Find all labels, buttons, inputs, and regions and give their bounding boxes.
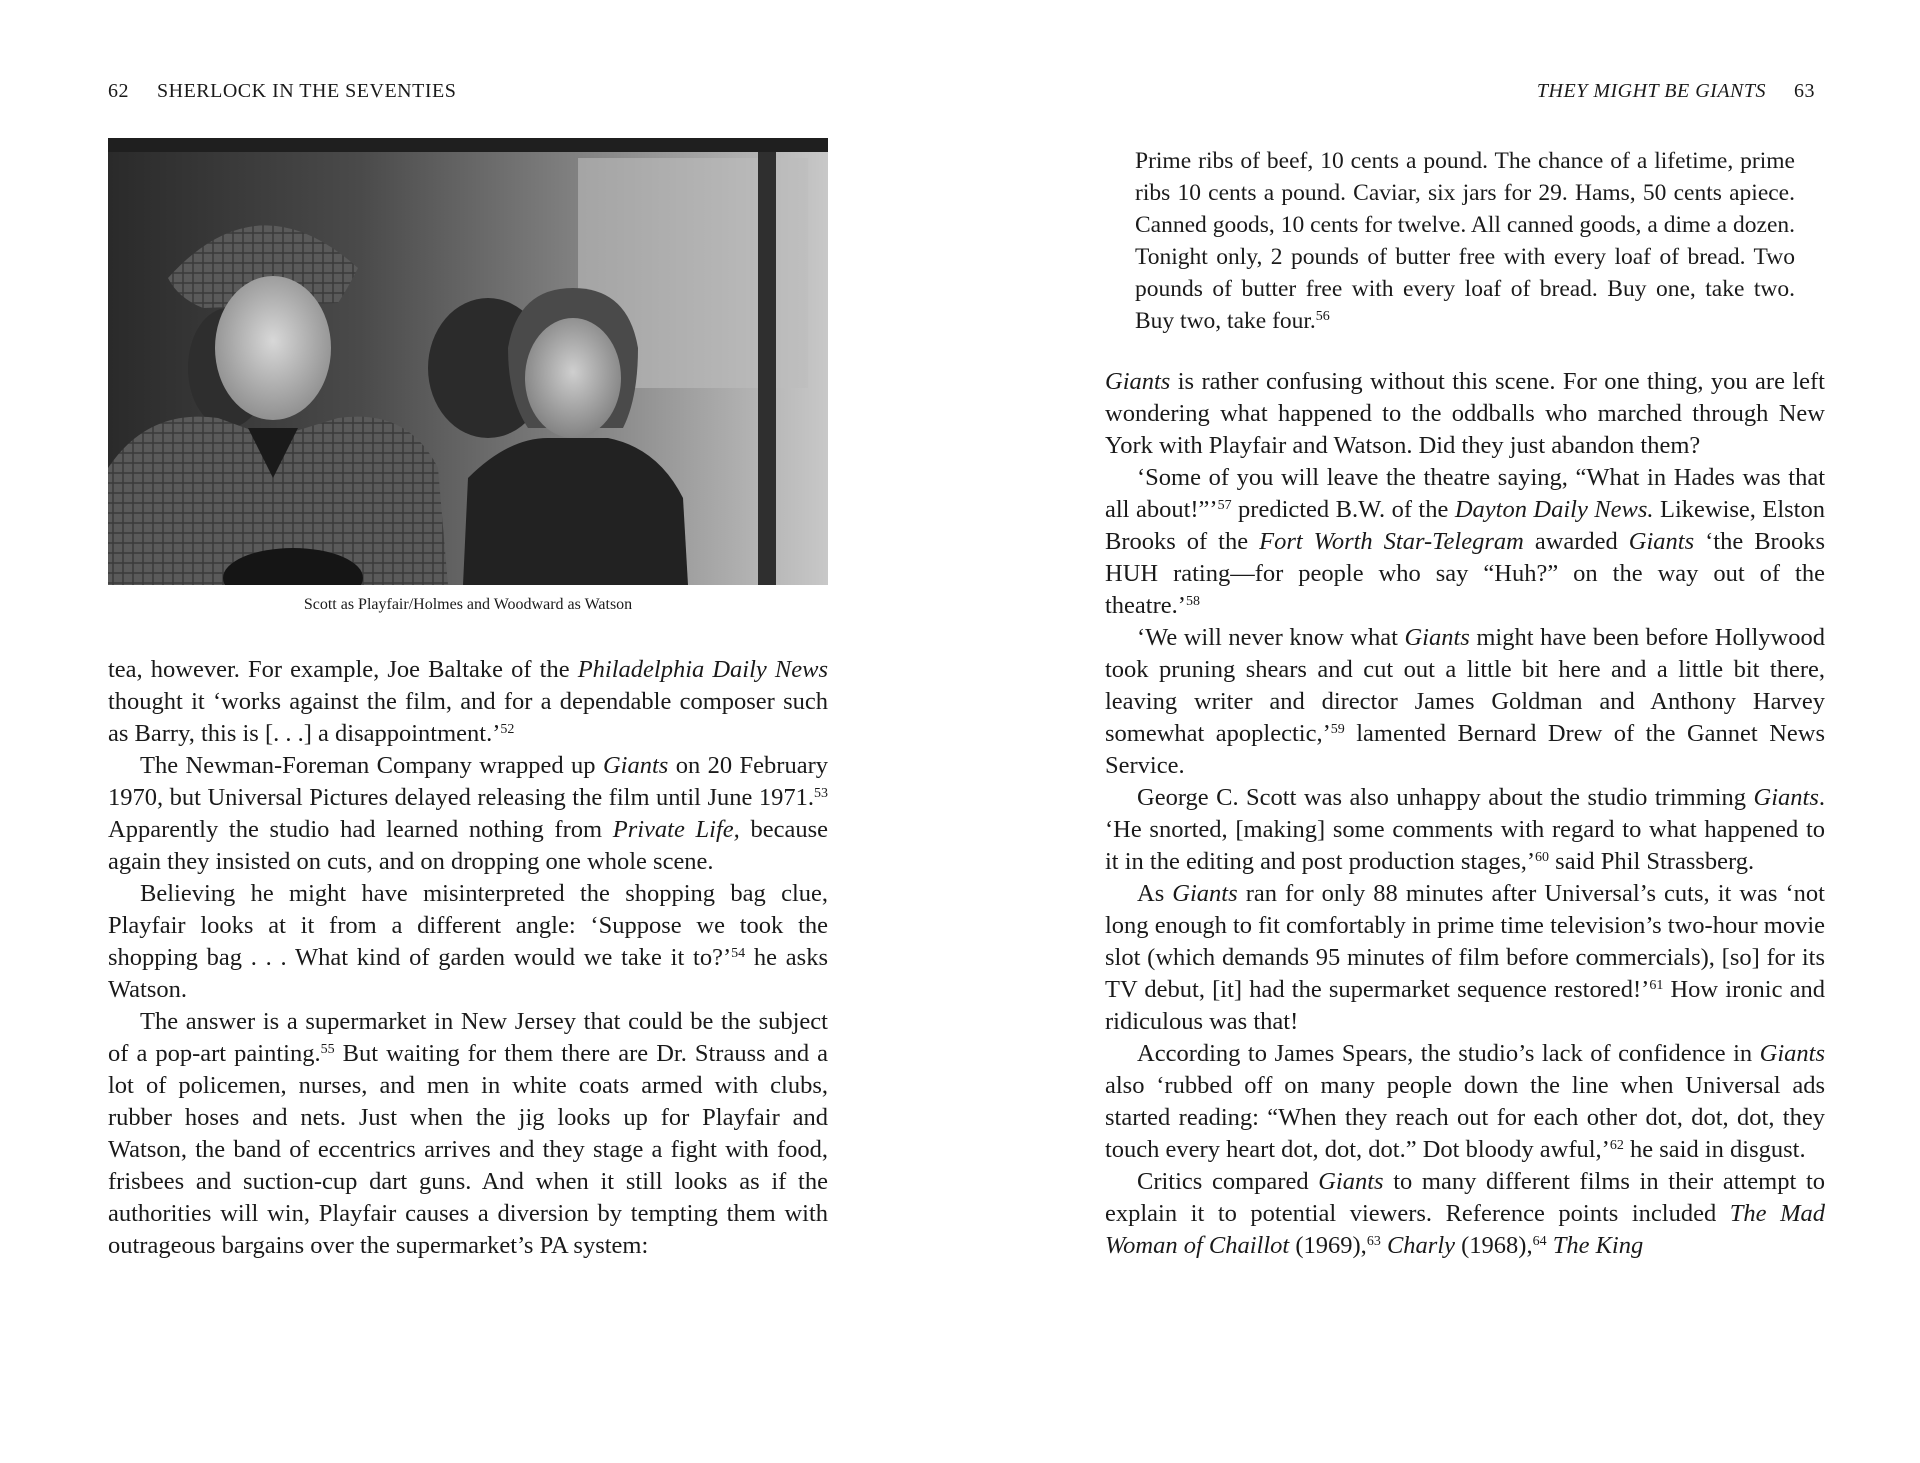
paragraph: The Newman-Foreman Company wrapped up Giants on 20 February 1970, but Universal Pictures delayed releasing the film until June 1971.53 Apparently the studio had learned nothing from Private Life, because again they insisted on cuts, and on dropping one whole scene.: [108, 752, 828, 875]
right-running-title: THEY MIGHT BE GIANTS: [1536, 80, 1766, 102]
paragraph: Giants is rather confusing without this scene. For one thing, you are left wondering what happened to the oddballs who marched through New York with Playfair and Watson. Did they just abandon them?: [1105, 368, 1825, 459]
paragraph: tea, however. For example, Joe Baltake of the Philadelphia Daily News thought it ‘works against the film, and for a dependable composer such as Barry, this is [. . .] a disappointment.’$^{52}$: [108, 656, 829, 747]
paragraph: ‘Some of you will leave the theatre saying, “What in Hades was that all about!”’$^{57}$ predicted B.W. of the Dayton Daily News. Likewise, Elston Brooks of the Fort Worth Star-Telegram awarded Giants ‘the Brooks HUH rating—for people who say “Huh?” on the way out of the theatre.’$^{58}$: [1105, 464, 1826, 619]
footnote-marker: 60: [1535, 850, 1550, 865]
left-body-text: [108, 654, 828, 1262]
footnote-marker: 64: [1532, 1234, 1547, 1249]
right-running-head: [1537, 80, 1815, 103]
block-quote: [1135, 145, 1795, 337]
footnote-marker: 52: [500, 722, 515, 737]
right-page-number: 63: [1794, 80, 1815, 102]
paragraph: George C. Scott was also unhappy about the studio trimming Giants. ‘He snorted, [making] some comments with regard to what happened to it in the editing and post production stages,’$^{60}$ said Phil Strassberg.: [1105, 784, 1825, 875]
film-still-photo: [108, 138, 828, 585]
italic-text: Dayton Daily News.: [1454, 496, 1654, 523]
paragraph: According to James Spears, the studio’s lack of confidence in Giants also ‘rubbed off on many people down the line when Universal ads started reading: “When they reach out for each other dot, dot, dot, they touch every heart dot, dot, dot.” Dot bloody awful,’$^{62}$ he said in disgust.: [1105, 1040, 1825, 1163]
italic-text: The Mad Woman of Chaillot: [1105, 1200, 1825, 1259]
footnote-marker: 54: [731, 946, 746, 961]
footnote-marker: 57: [1217, 498, 1232, 513]
italic-text: Giants: [1105, 368, 1171, 395]
italic-text: Giants: [1759, 1040, 1825, 1067]
italic-text: Private Life,: [612, 816, 740, 843]
italic-text: Philadelphia Daily News: [577, 656, 829, 683]
italic-text: Giants: [1172, 880, 1238, 907]
italic-text: The King: [1552, 1232, 1644, 1259]
footnote-marker: 62: [1609, 1138, 1624, 1153]
paragraph: Believing he might have misinterpreted the shopping bag clue, Playfair looks at it from a different angle: ‘Suppose we took the shopping bag . . . What kind of garden would we take it to?’$^{54}$ he asks Watson.: [108, 880, 828, 1003]
footnote-marker: 55: [320, 1042, 335, 1057]
left-running-title: SHERLOCK IN THE SEVENTIES: [157, 80, 457, 102]
italic-text: Giants: [602, 752, 669, 779]
left-running-head: [108, 80, 456, 103]
footnote-marker: 61: [1649, 978, 1664, 993]
italic-text: Giants: [1318, 1168, 1384, 1195]
left-page-number: 62: [108, 80, 129, 102]
italic-text: Charly: [1386, 1232, 1455, 1259]
paragraph: Critics compared Giants to many different films in their attempt to explain it to potential viewers. Reference points included The Mad Woman of Chaillot (1969),$^{63}$ Charly (1968),$^{64}$ The King: [1105, 1168, 1825, 1259]
footnote-marker: 59: [1330, 722, 1345, 737]
paragraph: ‘We will never know what Giants might have been before Hollywood took pruning shears and cut out a little bit here and a little bit there, leaving writer and director James Goldman and Anthony Harvey somewhat apoplectic,’$^{59}$ lamented Bernard Drew of the Gannet News Service.: [1105, 624, 1825, 779]
quote-paragraph: Prime ribs of beef, 10 cents a pound. The chance of a lifetime, prime ribs 10 cents a pound. Caviar, six jars for 29. Hams, 50 cents apiece. Canned goods, 10 cents for twelve. All canned goods, a dime a dozen. Tonight only, 2 pounds of butter free with every loaf of bread. Two pounds of butter free with every loaf of bread. Buy one, take two. Buy two, take four.$^{56}$: [1135, 148, 1795, 334]
right-body-text: [1105, 366, 1825, 1262]
italic-text: Giants: [1404, 624, 1470, 651]
italic-text: Giants: [1753, 784, 1819, 811]
footnote-marker: 63: [1366, 1234, 1381, 1249]
footnote-marker: 56: [1315, 309, 1330, 324]
footnote-marker: 53: [814, 786, 828, 801]
italic-text: Fort Worth Star-Telegram: [1259, 528, 1524, 555]
italic-text: Giants: [1628, 528, 1695, 555]
paragraph: The answer is a supermarket in New Jersey that could be the subject of a pop-art painting.$^{55}$ But waiting for them there are Dr. Strauss and a lot of policemen, nurses, and men in white coats armed with clubs, rubber hoses and nets. Just when the jig looks up for Playfair and Watson, the band of eccentrics arrives and they stage a fight with food, frisbees and suction-cup dart guns. And when it still looks as if the authorities will win, Playfair causes a diversion by tempting them with outrageous bargains over the supermarket’s PA system:: [108, 1008, 828, 1259]
footnote-marker: 58: [1185, 594, 1200, 609]
paragraph: As Giants ran for only 88 minutes after Universal’s cuts, it was ‘not long enough to fit comfortably in prime time television’s two-hour movie slot (which demands 95 minutes of film before commercials), [so] for its TV debut, [it] had the supermarket sequence restored!’$^{61}$ How ironic and ridiculous was that!: [1105, 880, 1825, 1035]
photo-caption: Scott as Playfair/Holmes and Woodward as Watson: [303, 596, 633, 613]
